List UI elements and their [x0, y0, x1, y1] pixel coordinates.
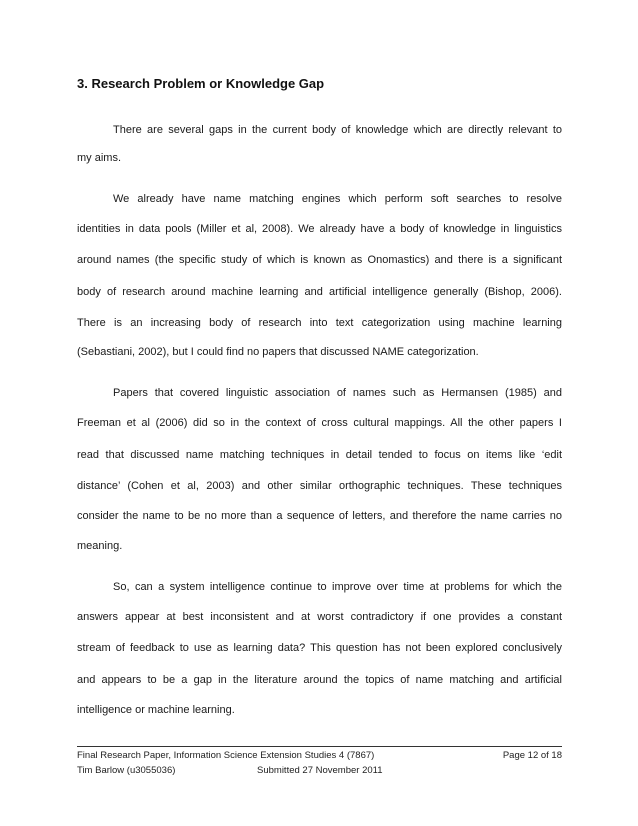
paragraph-3-line-2: Freeman et al (2006) did so in the context of cross cultural mappings. All the other papers I — [77, 417, 562, 429]
paragraph-1-line-1: There are several gaps in the current body of knowledge which are directly relevant to — [113, 124, 562, 136]
paragraph-4-line-1: So, can a system intelligence continue to improve over time at problems for which the — [113, 581, 562, 593]
paragraph-3-line-5: consider the name to be no more than a sequence of letters, and therefore the name carries no — [77, 510, 562, 522]
paragraph-4-line-4: and appears to be a gap in the literature around the topics of name matching and artificial — [77, 674, 562, 686]
paragraph-2-line-4: body of research around machine learning and artificial intelligence generally (Bishop, 2006). — [77, 286, 562, 298]
footer-page-number: Page 12 of 18 — [502, 750, 562, 761]
paragraph-1-line-2: my aims. — [77, 152, 121, 164]
paragraph-2-line-3: around names (the specific study of which is known as Onomastics) and there is a significant — [77, 254, 562, 266]
section-heading: 3. Research Problem or Knowledge Gap — [77, 76, 325, 91]
footer-submitted-date: Submitted 27 November 2011 — [257, 765, 383, 776]
paragraph-4-line-5: intelligence or machine learning. — [77, 704, 235, 716]
paragraph-2-line-2: identities in data pools (Miller et al, 2008). We already have a body of knowledge in linguistics — [77, 223, 562, 235]
paragraph-3-line-6: meaning. — [77, 540, 123, 552]
footer-title: Final Research Paper, Information Science Extension Studies 4 (7867) — [77, 750, 375, 761]
paragraph-4-line-2: answers appear at best inconsistent and at worst contradictory if one provides a constant — [77, 611, 562, 623]
paragraph-4-line-3: stream of feedback to use as learning data? This question has not been explored conclusively — [77, 642, 562, 654]
paragraph-2-line-5: There is an increasing body of research into text categorization using machine learning — [77, 317, 562, 329]
footer-author: Tim Barlow (u3055036) — [77, 765, 176, 776]
paragraph-3-line-1: Papers that covered linguistic association of names such as Hermansen (1985) and — [113, 387, 562, 399]
paragraph-2-line-1: We already have name matching engines which perform soft searches to resolve — [113, 193, 562, 205]
footer-divider — [77, 746, 562, 747]
paragraph-3-line-4: distance’ (Cohen et al, 2003) and other similar orthographic techniques. These techniques — [77, 480, 562, 492]
paragraph-3-line-3: read that discussed name matching techniques in detail tended to focus on items like ‘edit — [77, 449, 562, 461]
paragraph-2-line-6: (Sebastiani, 2002), but I could find no papers that discussed NAME categorization. — [77, 346, 479, 358]
